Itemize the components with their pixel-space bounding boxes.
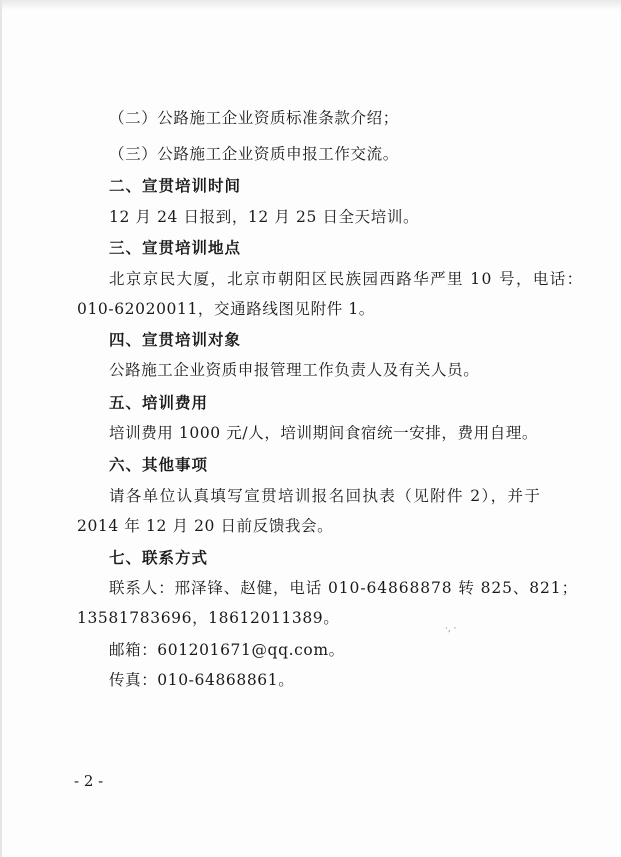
scan-speck: ·, · [445,624,457,634]
contact-text-1: 联系人：邢泽锋、赵健，电话 010-64868878 转 825、821； [109,579,578,597]
contact-text-2: 13581783696，18612011389。 [77,609,340,627]
section-heading-other: 六、其他事项 [109,456,209,474]
location-text-1: 北京京民大厦，北京市朝阳区民族园西路华严里 10 号，电话： [109,270,584,288]
fee-text: 培训费用 1000 元/人，培训期间食宿统一安排，费用自理。 [109,424,539,442]
other-text-1: 请各单位认真填写宣贯培训报名回执表（见附件 2），并于 [109,487,542,505]
item-3-line: （三）公路施工企业资质申报工作交流。 [109,145,399,163]
section-heading-contact: 七、联系方式 [109,549,209,567]
scan-edge [2,0,621,10]
section-heading-time: 二、宣贯培训时间 [109,177,242,195]
fax-text: 传真：010-64868861。 [109,671,295,689]
section-heading-location: 三、宣贯培训地点 [109,239,242,257]
section-heading-fee: 五、培训费用 [109,394,209,412]
email-text: 邮箱：601201671@qq.com。 [109,641,345,659]
time-text: 12 月 24 日报到，12 月 25 日全天培训。 [109,208,420,226]
location-text-2: 010-62020011，交通路线图见附件 1。 [77,300,375,318]
audience-text: 公路施工企业资质申报管理工作负责人及有关人员。 [109,361,480,379]
item-2-line: （二）公路施工企业资质标准条款介绍； [109,109,399,127]
page-number: - 2 - [74,772,104,790]
section-heading-audience: 四、宣贯培训对象 [109,331,242,349]
other-text-2: 2014 年 12 月 20 日前反馈我会。 [77,517,334,535]
